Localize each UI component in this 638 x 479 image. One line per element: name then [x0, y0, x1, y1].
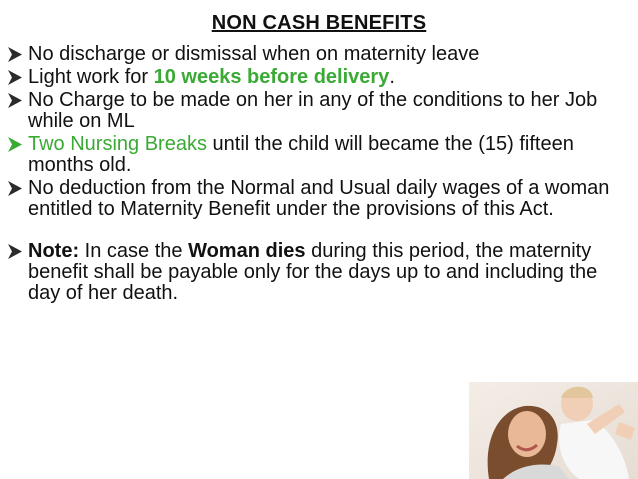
arrow-bullet-icon: [6, 180, 28, 197]
note-emphasis: Woman dies: [188, 240, 306, 262]
note-text-part: during this period, the maternity benefit shall be payable only for the days up to and including the day of her death.: [28, 240, 598, 304]
highlight-text: Two Nursing Breaks: [28, 133, 207, 155]
bullet-item: [6, 44, 632, 65]
note-text-part: In case the: [79, 240, 189, 262]
bullet-text: No Charge to be made on her in any of the conditions to her Job while on ML: [28, 89, 598, 132]
arrow-bullet-icon: [6, 46, 28, 63]
bullet-item: [6, 90, 632, 132]
bullet-text-prefix: Light work for: [28, 66, 154, 88]
bullet-text: No deduction from the Normal and Usual daily wages of a woman entitled to Maternity Benefit under the provisions of this Act.: [28, 177, 610, 220]
arrow-bullet-icon: [6, 243, 28, 260]
bullet-item: [6, 67, 632, 88]
arrow-bullet-icon: [6, 69, 28, 86]
highlight-text: 10 weeks before delivery: [153, 66, 390, 88]
arrow-bullet-icon: [6, 92, 28, 109]
mother-child-photo: [469, 382, 638, 479]
bullet-text-suffix: .: [389, 66, 395, 88]
bullet-text: [28, 67, 632, 88]
note-label: Note:: [28, 240, 80, 262]
bullet-item: [6, 134, 632, 176]
bullet-text-suffix: until the child will became the (15) fifteen months old.: [28, 133, 574, 176]
arrow-bullet-icon: [6, 136, 28, 153]
bullet-item-note: [6, 241, 632, 304]
bullet-item: [6, 178, 632, 220]
bullet-text: No discharge or dismissal when on maternity leave: [28, 43, 480, 65]
bullet-list: [6, 44, 632, 306]
slide-title: NON CASH BENEFITS: [211, 12, 427, 34]
bullet-text: [28, 134, 632, 176]
bullet-text: [28, 241, 632, 304]
